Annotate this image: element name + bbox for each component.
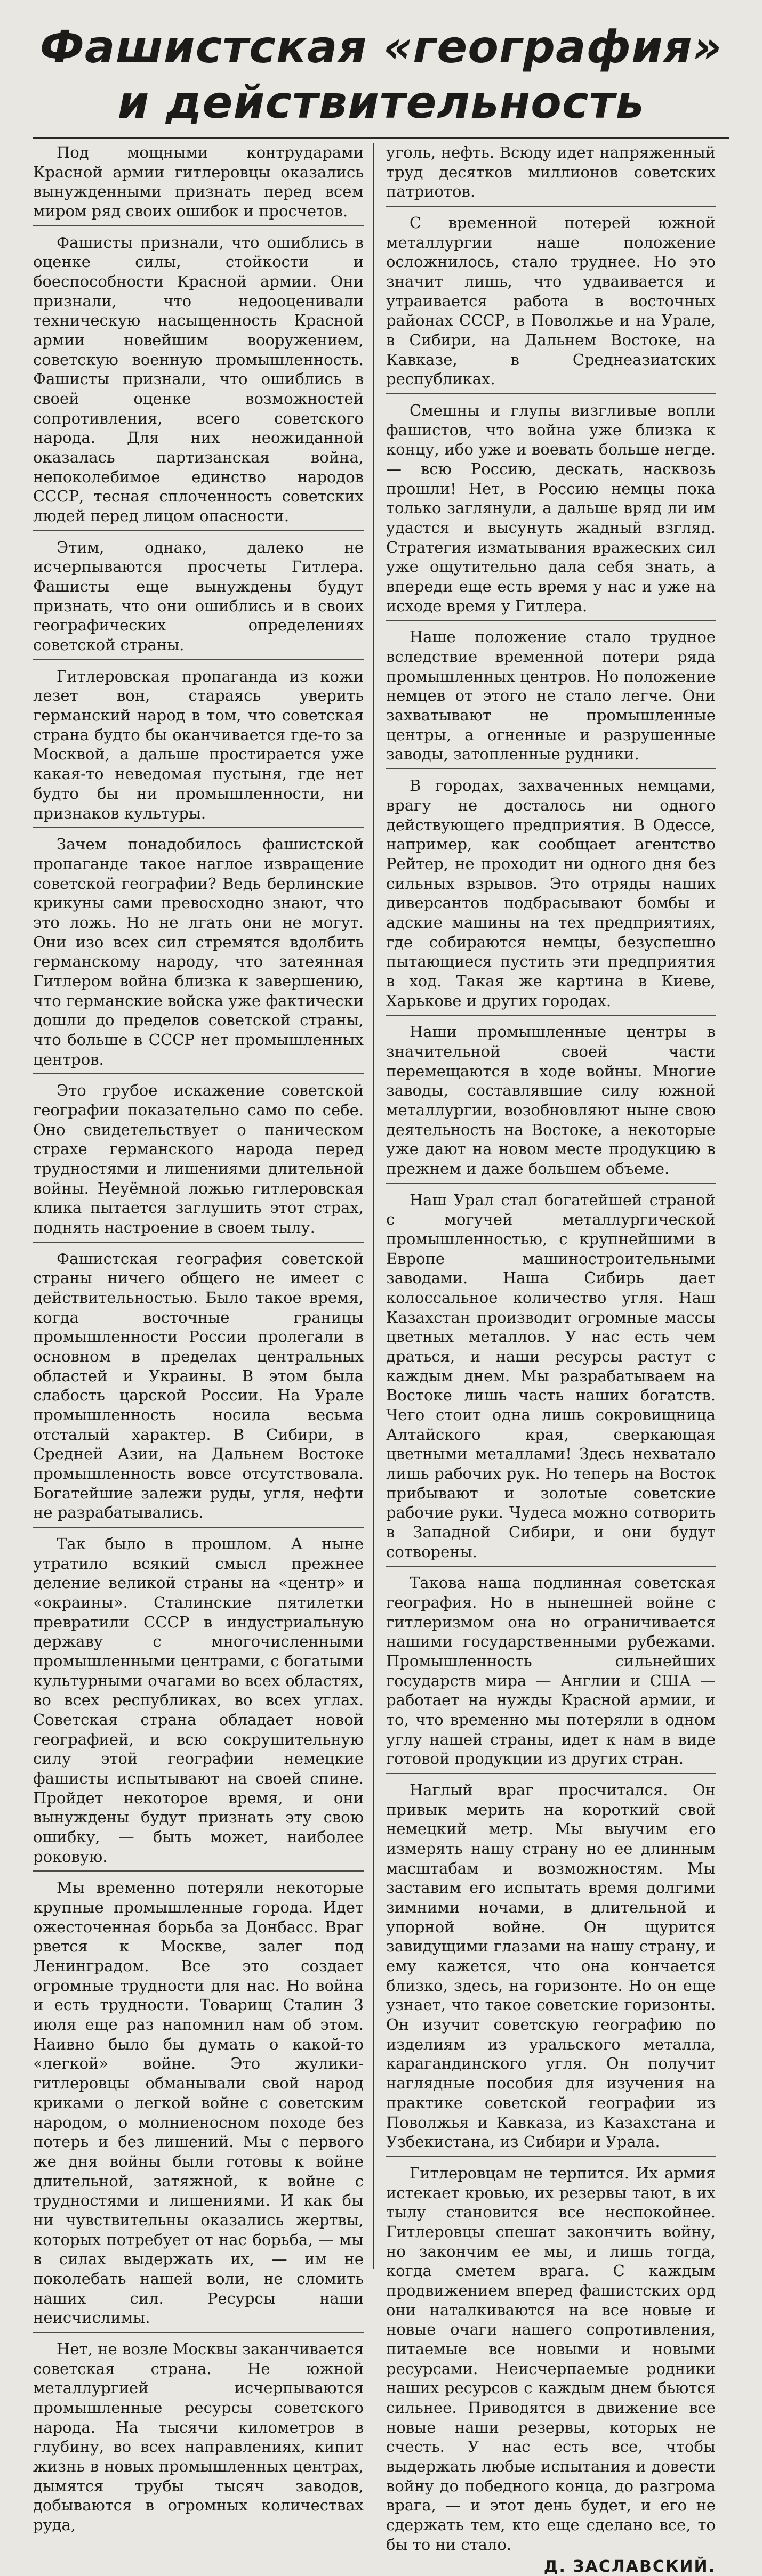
right-column	[374, 143, 716, 2576]
paragraph-separator	[33, 827, 364, 828]
paragraph: Такова наша подлинная советская география. Но в нынешней войне с гитлеризмом она но ограничивается нашими государственными рубежами. Промышленность сильнейших государств мира — Англии и США — работает на нужды Красной армии, и то, что временно мы потеряли в одном углу нашей страны, идет к нам в виде готовой продукции из других стран.	[386, 1574, 716, 1768]
paragraph: С временной потерей южной металлургии наше положение осложнилось, стало труднее. Но это значит лишь, что удваивается и утраивается работа в восточных районах СССР, в Поволжье и на Урале, в Сибири, на Дальнем Востоке, на Кавказе, в Среднеазиатских республиках.	[386, 214, 716, 388]
paragraph: Гитлеровцам не терпится. Их армия истекает кровью, их резервы тают, в их тылу становится все неспокойнее. Гитлеровцы спешат закончить войну, но закончим ее мы, и лишь тогда, когда сметем врага. С каждым продвижением вперед фашистских орд они наталкиваются на все новые и новые очаги нашего сопротивления, питаемые все новыми и новыми ресурсами. Неисчерпаемые родники наших ресурсов с каждым днем бьются сильнее. Приводятся в движение все новые наши резервы, которых не счесть. У нас есть все, чтобы выдержать любые испытания и довести войну до победного конца, до разгрома врага, — и этот день будет, и его не сдержать тем, кто еще сделано все, то бы то ни стало.	[386, 2164, 716, 2554]
paragraph-separator	[386, 768, 716, 769]
paragraph: Мы временно потеряли некоторые крупные промышленные города. Идет ожесточенная борьба за Донбасс. Враг рвется к Москве, залег под Ленинградом. Все это создает огромные трудности для нас. Но война и есть трудности. Товарищ Сталин 3 июля еще раз напомнил нам об этом. Наивно было бы думать о какой-то «легкой» войне. Это жулики-гитлеровцы обманывали свой народ криками о легкой войне с советским народом, о молниеносном походе без потерь и без лишений. Мы с первого же дня войны были готовы к войне длительной, затяжной, к войне с трудностями и лишениями. И как бы ни чувствительны оказались жертвы, которых потребует от нас борьба, — мы в силах выдержать их, — им не поколебать нашей воли, не сломить наших сил. Ресурсы наши неисчислимы.	[33, 1878, 364, 2327]
paragraph-separator	[386, 1015, 716, 1016]
paragraph: Наш Урал стал богатейшей страной с могучей металлургической промышленностью, с крупнейшими в Европе машиностроительными заводами. Наша Сибирь дает колоссальное количество угля. Наш Казахстан производит огромные массы цветных металлов. У нас есть чем драться, и наши ресурсы растут с каждым днем. Мы разрабатываем на Востоке лишь часть наших богатств. Чего стоит одна лишь сокровищница Алтайского края, сверкающая цветными металлами! Здесь нехватало лишь рабочих рук. Но теперь на Восток прибывают и золотые советские рабочие руки. Чудеса можно сотворить в Западной Сибири, и они будут сотворены.	[386, 1190, 716, 1561]
paragraph: Так было в прошлом. А ныне утратило всякий смысл прежнее деление великой страны на «центр» и «окраины». Сталинские пятилетки превратили СССР в индустриальную державу с многочисленными промышленными центрами, с богатыми культурными очагами во всех областях, во всех республиках, во всех углах. Советская страна обладает новой географией, и всю сокрушительную силу этой географии немецкие фашисты испытывают на своей спине. Пройдет некоторое время, и они вынуждены будут признать эту свою ошибку, — быть может, наиболее роковую.	[33, 1535, 364, 1866]
paragraph-separator	[386, 206, 716, 207]
paragraph: Фашисты признали, что ошиблись в оценке силы, стойкости и боеспособности Красной армии. Они признали, что недооценивали техническую насыщенность Красной армии новейшим вооружением, советскую военную промышленность. Фашисты признали, что ошиблись в своей оценке возможностей сопротивления, всего советского народа. Для них неожиданной оказалась партизанская война, непоколебимое единство народов СССР, тесная сплоченность советских людей перед лицом опасности.	[33, 233, 364, 525]
article-body	[33, 143, 729, 2576]
paragraph-separator	[33, 1527, 364, 1528]
paragraph: Нет, не возле Москвы заканчивается советская страна. Не южной металлургией исчерпываются промышленные ресурсы советского народа. На тысячи километров в глубину, во всех направлениях, кипит жизнь в новых промышленных центрах, дымятся трубы тысяч заводов, добываются в огромных количествах руда,	[33, 2339, 364, 2534]
paragraph: Наглый враг просчитался. Он привык мерить на короткий свой немецкий метр. Мы выучим его измерять нашу страну но ее длинным масштабам и возможностям. Мы заставим его испытать время долгими зимними ночами, в длительной и упорной войне. Он щурится завидущими глазами на нашу страну, и ему кажется, что она кончается близко, здесь, на горизонте. Но он еще узнает, что такое советские горизонты. Он изучит советскую географию по изделиям из уральского металла, карагандинского угля. Он получит наглядные пособия для изучения на практике советской географии из Поволжья и Кавказа, из Казахстана и Узбекистана, из Сибири и Урала.	[386, 1781, 716, 2151]
paragraph: Этим, однако, далеко не исчерпываются просчеты Гитлера. Фашисты еще вынуждены будут признать, что они ошиблись и в своих географических определениях советской страны.	[33, 538, 364, 654]
paragraph-separator	[386, 1183, 716, 1184]
article-title	[33, 19, 729, 130]
paragraph-separator	[33, 225, 364, 226]
paragraph: Фашистская география советской страны ничего общего не имеет с действительностью. Было такое время, когда восточные границы промышленности России пролегали в основном в пределах центральных областей и Украины. В этом была слабость царской России. На Урале промышленность носила весьма отсталый характер. В Сибири, в Средней Азии, на Дальнем Востоке промышленность вовсе отсутствовала. Богатейшие залежи руды, угля, нефти не разрабатывались.	[33, 1249, 364, 1522]
paragraph-separator	[33, 1242, 364, 1243]
paragraph-separator	[33, 2332, 364, 2333]
title-line-1: Фашистская «география»	[39, 21, 723, 73]
paragraph-separator	[386, 620, 716, 621]
paragraph-separator	[33, 530, 364, 531]
title-divider	[33, 137, 729, 139]
paragraph-separator	[33, 659, 364, 660]
paragraph: В городах, захваченных немцами, врагу не досталось ни одного действующего предприятия. В Одессе, например, как сообщает агентство Рейтер, не проходит ни одного дня без сильных взрывов. Это отряды наших диверсантов подбрасывают бомбы и адские машины на тех предприятиях, где собираются немцы, безуспешно пытающиеся пустить эти предприятия в ход. Такая же картина в Киеве, Харькове и других городах.	[386, 776, 716, 1010]
author-signature: Д. ЗАСЛАВСКИЙ.	[543, 2557, 716, 2576]
paragraph: Наше положение стало трудное вследствие временной потери ряда промышленных центров. Но положение немцев от этого не стало легче. Они захватывают не промышленные центры, а огненные и разрушенные заводы, затопленные рудники.	[386, 628, 716, 764]
paragraph: Это грубое искажение советской географии показательно само по себе. Оно свидетельствует о паническом страхе германского народа перед трудностями и лишениями длительной войны. Неуёмной ложью гитлеровская клика пытается заглушить этот страх, поднять настроение в своем тылу.	[33, 1081, 364, 1236]
paragraph: Наши промышленные центры в значительной своей части перемещаются в ходе войны. Многие заводы, составлявшие силу южной металлургии, возобновляют ныне свою деятельность на Востоке, а некоторые уже дают на новом месте продукцию в прежнем и даже большем объеме.	[386, 1023, 716, 1178]
paragraph-separator	[33, 1870, 364, 1872]
paragraph: Смешны и глупы визгливые вопли фашистов, что война уже близка к концу, ибо уже и воевать больше негде. — всю Россию, дескать, насквозь прошли! Нет, в Россию немцы пока только заглянули, а дальше вряд ли им удастся и высунуть жадный взгляд. Стратегия изматывания вражеских сил уже ощутительно дала себя знать, а впереди еще есть время у нас и уже на исходе время у Гитлера.	[386, 401, 716, 615]
paragraph-separator	[386, 2156, 716, 2157]
paragraph-separator	[33, 1073, 364, 1074]
paragraph-separator	[386, 1773, 716, 1774]
paragraph: уголь, нефть. Всюду идет напряженный труд десятков миллионов советских патриотов.	[386, 143, 716, 201]
left-column	[33, 143, 374, 2534]
paragraph-separator	[386, 1566, 716, 1567]
title-line-2: и действительность	[117, 76, 645, 128]
paragraph: Под мощными контрударами Красной армии гитлеровцы оказались вынужденными признать перед всем миром ряд своих ошибок и просчетов.	[33, 143, 364, 221]
paragraph: Гитлеровская пропаганда из кожи лезет вон, стараясь уверить германский народ в том, что советская страна будто бы оканчивается где-то за Москвой, а дальше простирается уже какая-то неведомая пустыня, где нет будто бы ни промышленности, ни признаков культуры.	[33, 667, 364, 822]
paragraph: Зачем понадобилось фашистской пропаганде такое наглое извращение советской географии? Ведь берлинские крикуны сами превосходно знают, что это ложь. Но не лгать они не могут. Они изо всех сил стремятся вдолбить германскому народу, что затеянная Гитлером война близка к завершению, что германские войска уже фактически дошли до пределов советской страны, что больше в СССР нет промышленных центров.	[33, 835, 364, 1068]
paragraph-separator	[386, 393, 716, 394]
